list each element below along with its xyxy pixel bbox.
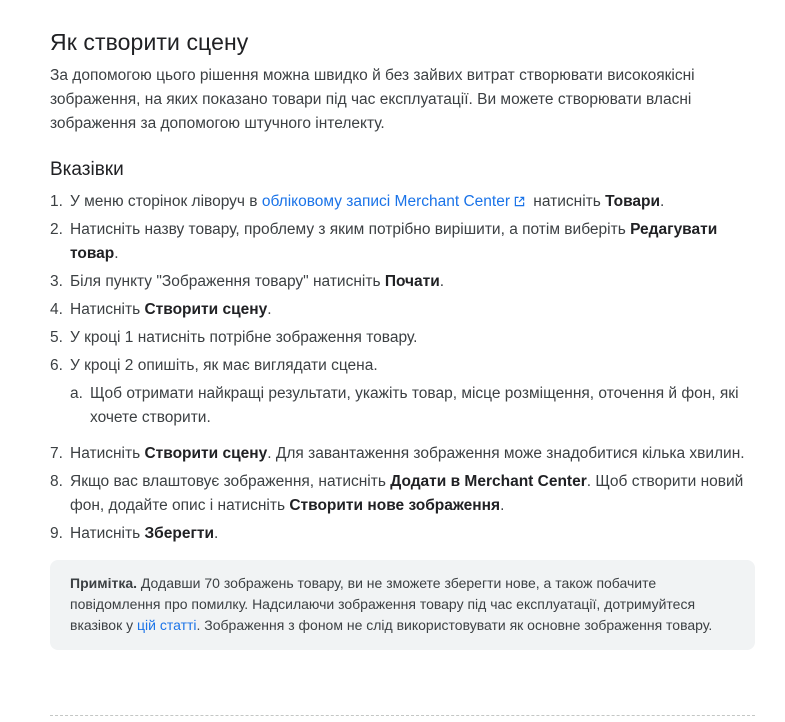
intro-paragraph: За допомогою цього рішення можна швидко й без зайвих витрат створювати високоякісні зображення, на яких показано товари під час експлуатації. Ви можете створювати власні зображення за допомогою штучного інтелекту. xyxy=(50,67,695,132)
step-text: натисніть xyxy=(529,193,606,210)
step-text: . xyxy=(660,193,665,210)
sub-list-item xyxy=(70,382,755,430)
step-text: . xyxy=(214,525,219,542)
step-number: 7. xyxy=(50,445,63,462)
note-box xyxy=(50,560,755,650)
list-item xyxy=(50,522,755,546)
step-number: 6. xyxy=(50,357,63,374)
step-text: . Для завантаження зображення може знадобитися кілька хвилин. xyxy=(267,445,745,462)
sub-step-text: Щоб отримати найкращі результати, укажіть товар, місце розміщення, оточення й фон, які хочете створити. xyxy=(90,385,739,426)
step-text: У кроці 1 натисніть потрібне зображення товару. xyxy=(70,329,418,346)
step-number: 3. xyxy=(50,273,63,290)
steps-list xyxy=(50,190,755,546)
step-text: У меню сторінок ліворуч в xyxy=(70,193,262,210)
list-item xyxy=(50,270,755,294)
list-item xyxy=(50,354,755,430)
divider xyxy=(50,715,755,716)
step-number: 5. xyxy=(50,329,63,346)
step-text: Якщо вас влаштовує зображення, натисніть xyxy=(70,473,391,490)
note-label: Примітка. xyxy=(70,575,138,591)
step-text: . xyxy=(267,301,272,318)
step-bold-text: Редагувати товар xyxy=(70,221,718,262)
list-item xyxy=(50,326,755,350)
step-text: Натисніть назву товару, проблему з яким потрібно вирішити, а потім виберіть xyxy=(70,221,631,238)
list-item xyxy=(50,442,755,466)
article xyxy=(50,0,755,650)
step-text: Натисніть xyxy=(70,301,145,318)
step-text: . xyxy=(114,245,119,262)
step-bold-text: Додати в Merchant Center xyxy=(390,473,587,490)
step-number: 4. xyxy=(50,301,63,318)
step-bold-text: Товари xyxy=(605,193,661,210)
this-article-link[interactable]: цій статті xyxy=(137,617,197,633)
step-bold-text: Зберегти xyxy=(144,525,215,542)
step-text: Натисніть xyxy=(70,525,145,542)
step-bold-text: Створити нове зображення xyxy=(289,497,501,514)
merchant-center-account-link[interactable]: обліковому записі Merchant Center xyxy=(261,193,510,210)
sub-steps-list xyxy=(70,382,755,430)
step-number: 1. xyxy=(50,193,63,210)
note-text: Додавши 70 зображень товару, ви не зможете зберегти нове, а також побачите повідомлення про помилку. Надсилаючи зображення товару під час експлуатації, дотримуйтеся вказівок у xyxy=(70,575,696,633)
page-title: Як створити сцену xyxy=(50,29,249,55)
list-item xyxy=(50,470,755,518)
list-item xyxy=(50,218,755,266)
note-text: . Зображення з фоном не слід використовувати як основне зображення товару. xyxy=(196,617,713,633)
step-bold-text: Створити сцену xyxy=(144,445,268,462)
list-item xyxy=(50,298,755,322)
step-text: . xyxy=(439,273,445,290)
step-number: 9. xyxy=(50,525,63,542)
step-text: Натисніть xyxy=(70,445,145,462)
sub-step-letter: a. xyxy=(70,385,83,402)
step-bold-text: Почати xyxy=(384,273,440,290)
external-link-icon[interactable] xyxy=(514,196,525,207)
step-text: . Щоб створити новий фон, додайте опис і натисніть xyxy=(70,473,744,514)
step-text: . xyxy=(500,497,505,514)
instructions-heading: Вказівки xyxy=(50,159,124,180)
step-text: У кроці 2 опишіть, як має виглядати сцена. xyxy=(70,357,378,374)
list-item xyxy=(50,190,755,214)
step-bold-text: Створити сцену xyxy=(144,301,268,318)
step-number: 8. xyxy=(50,473,63,490)
step-text: Біля пункту "Зображення товару" натисніть xyxy=(70,273,385,290)
step-number: 2. xyxy=(50,221,63,238)
